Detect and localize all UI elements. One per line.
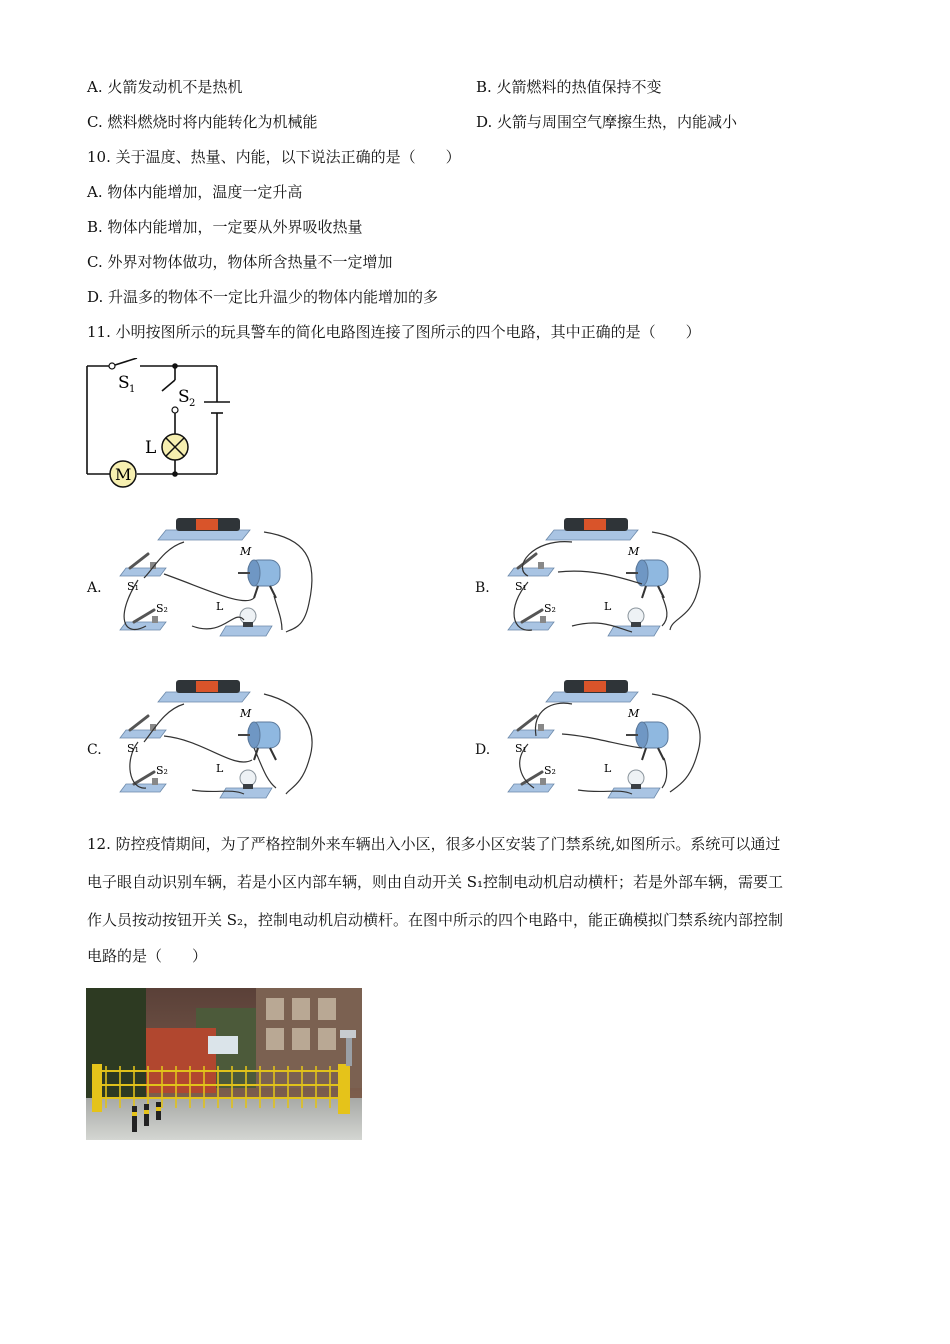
battery-cell bbox=[196, 519, 218, 530]
lamp-label: L bbox=[604, 600, 612, 613]
q10-option-b: B. 物体内能增加，一定要从外界吸收热量 bbox=[87, 218, 363, 236]
s2-switch-board bbox=[508, 622, 554, 630]
s2-label: S₂ bbox=[156, 602, 168, 615]
lamp-label: L bbox=[145, 438, 157, 458]
q9-option-a: A. 火箭发动机不是热机 bbox=[87, 78, 243, 96]
s1-label: S₁ bbox=[515, 742, 527, 755]
q10-option-a: A. 物体内能增加，温度一定升高 bbox=[87, 183, 303, 201]
lamp-board bbox=[220, 626, 272, 636]
s1-switch-board bbox=[120, 730, 166, 738]
motor-leg bbox=[642, 586, 646, 598]
motor-leg bbox=[658, 748, 664, 760]
s2-switch-blade bbox=[522, 610, 542, 622]
q12-line-2: 电子眼自动识别车辆，若是小区内部车辆，则由自动开关 S₁控制电动机启动横杆；若是外部车辆，需要工 bbox=[87, 873, 784, 891]
lamp-base bbox=[631, 622, 641, 627]
motor-leg bbox=[254, 586, 258, 598]
q12-line-4: 电路的是（ ） bbox=[87, 947, 208, 965]
q9-option-c: C. 燃料燃烧时将内能转化为机械能 bbox=[87, 113, 318, 131]
s2-switch-blade bbox=[522, 772, 542, 784]
lamp-bulb bbox=[240, 770, 256, 786]
wire bbox=[662, 596, 667, 626]
s2-label: S₂ bbox=[156, 764, 168, 777]
s2-label: S bbox=[178, 387, 190, 407]
motor-leg bbox=[270, 586, 276, 598]
lamp-bulb bbox=[240, 608, 256, 624]
q9-option-b: B. 火箭燃料的热值保持不变 bbox=[476, 78, 662, 96]
s2-terminal bbox=[152, 616, 158, 623]
s1-switch-blade bbox=[130, 554, 148, 568]
s2-terminal bbox=[540, 778, 546, 785]
wire bbox=[562, 734, 642, 748]
lamp-label: L bbox=[216, 762, 224, 775]
lamp-base bbox=[243, 784, 253, 789]
s1-terminal bbox=[538, 724, 544, 731]
battery-board bbox=[546, 530, 638, 540]
s2-subscript: 2 bbox=[189, 398, 196, 409]
circuit-figure bbox=[492, 670, 712, 810]
motor-leg bbox=[270, 748, 276, 760]
s1-switch-blade bbox=[518, 716, 536, 730]
lamp-bulb bbox=[628, 608, 644, 624]
s2-terminal bbox=[152, 778, 158, 785]
q11-schematic-diagram bbox=[84, 358, 234, 493]
motor-label: M bbox=[628, 545, 640, 558]
battery-board bbox=[158, 530, 250, 540]
s1-label: S₁ bbox=[127, 742, 139, 755]
lamp-board bbox=[220, 788, 272, 798]
motor-label: M bbox=[240, 545, 252, 558]
q10-option-d: D. 升温多的物体不一定比升温少的物体内能增加的多 bbox=[87, 288, 439, 306]
q12-line-3: 作人员按动按钮开关 S₂，控制电动机启动横杆。在图中所示的四个电路中，能正确模拟门禁系统内部控制 bbox=[87, 911, 784, 929]
battery-cell bbox=[196, 681, 218, 692]
s1-switch-board bbox=[508, 730, 554, 738]
s1-label: S bbox=[118, 373, 130, 393]
lamp-symbol bbox=[162, 434, 188, 460]
circuit-figure bbox=[104, 670, 324, 810]
lamp-base bbox=[631, 784, 641, 789]
motor-label: M bbox=[628, 707, 640, 720]
wire bbox=[164, 736, 252, 762]
s2-label: S₂ bbox=[544, 764, 556, 777]
s1-terminal bbox=[538, 562, 544, 569]
s2-label: S₂ bbox=[544, 602, 556, 615]
s1-label: S₁ bbox=[515, 580, 527, 593]
motor-leg bbox=[642, 748, 646, 760]
s1-switch-blade bbox=[130, 716, 148, 730]
battery-cell bbox=[584, 681, 606, 692]
lamp-bulb bbox=[628, 770, 644, 786]
q11-stem: 11. 小明按图所示的玩具警车的简化电路图连接了图所示的四个电路，其中正确的是（ ） bbox=[87, 323, 701, 341]
q11-option-label: A. bbox=[87, 580, 102, 596]
lamp-board bbox=[608, 788, 660, 798]
q11-option-label: B. bbox=[475, 580, 490, 596]
lamp-label: L bbox=[604, 762, 612, 775]
battery-cell bbox=[584, 519, 606, 530]
s2-switch-blade bbox=[134, 610, 154, 622]
battery-board bbox=[158, 692, 250, 702]
s2-switch-blade bbox=[134, 772, 154, 784]
circuit-figure bbox=[492, 508, 712, 648]
s1-switch-board bbox=[508, 568, 554, 576]
lamp-base bbox=[243, 622, 253, 627]
lamp-board bbox=[608, 626, 660, 636]
wire bbox=[164, 574, 254, 601]
s1-switch-board bbox=[120, 568, 166, 576]
motor-label: M bbox=[115, 465, 132, 484]
wire bbox=[274, 596, 282, 630]
q12-line-1: 12. 防控疫情期间，为了严格控制外来车辆出入小区，很多小区安装了门禁系统,如图所示。系统可以通过 bbox=[87, 835, 781, 853]
q11-option-label: D. bbox=[475, 742, 491, 758]
s1-label: S₁ bbox=[127, 580, 139, 593]
motor-label: M bbox=[240, 707, 252, 720]
gate-barrier-photo bbox=[86, 988, 362, 1140]
q9-option-d: D. 火箭与周围空气摩擦生热，内能减小 bbox=[476, 113, 738, 131]
battery-board bbox=[546, 692, 638, 702]
q11-option-label: C. bbox=[87, 742, 102, 758]
q10-stem: 10. 关于温度、热量、内能，以下说法正确的是（ ） bbox=[87, 148, 461, 166]
q10-option-c: C. 外界对物体做功，物体所含热量不一定增加 bbox=[87, 253, 393, 271]
s2-terminal bbox=[540, 616, 546, 623]
circuit-figure bbox=[104, 508, 324, 648]
motor-leg bbox=[658, 586, 664, 598]
s1-subscript: 1 bbox=[129, 384, 136, 395]
wire bbox=[662, 758, 667, 788]
lamp-label: L bbox=[216, 600, 224, 613]
